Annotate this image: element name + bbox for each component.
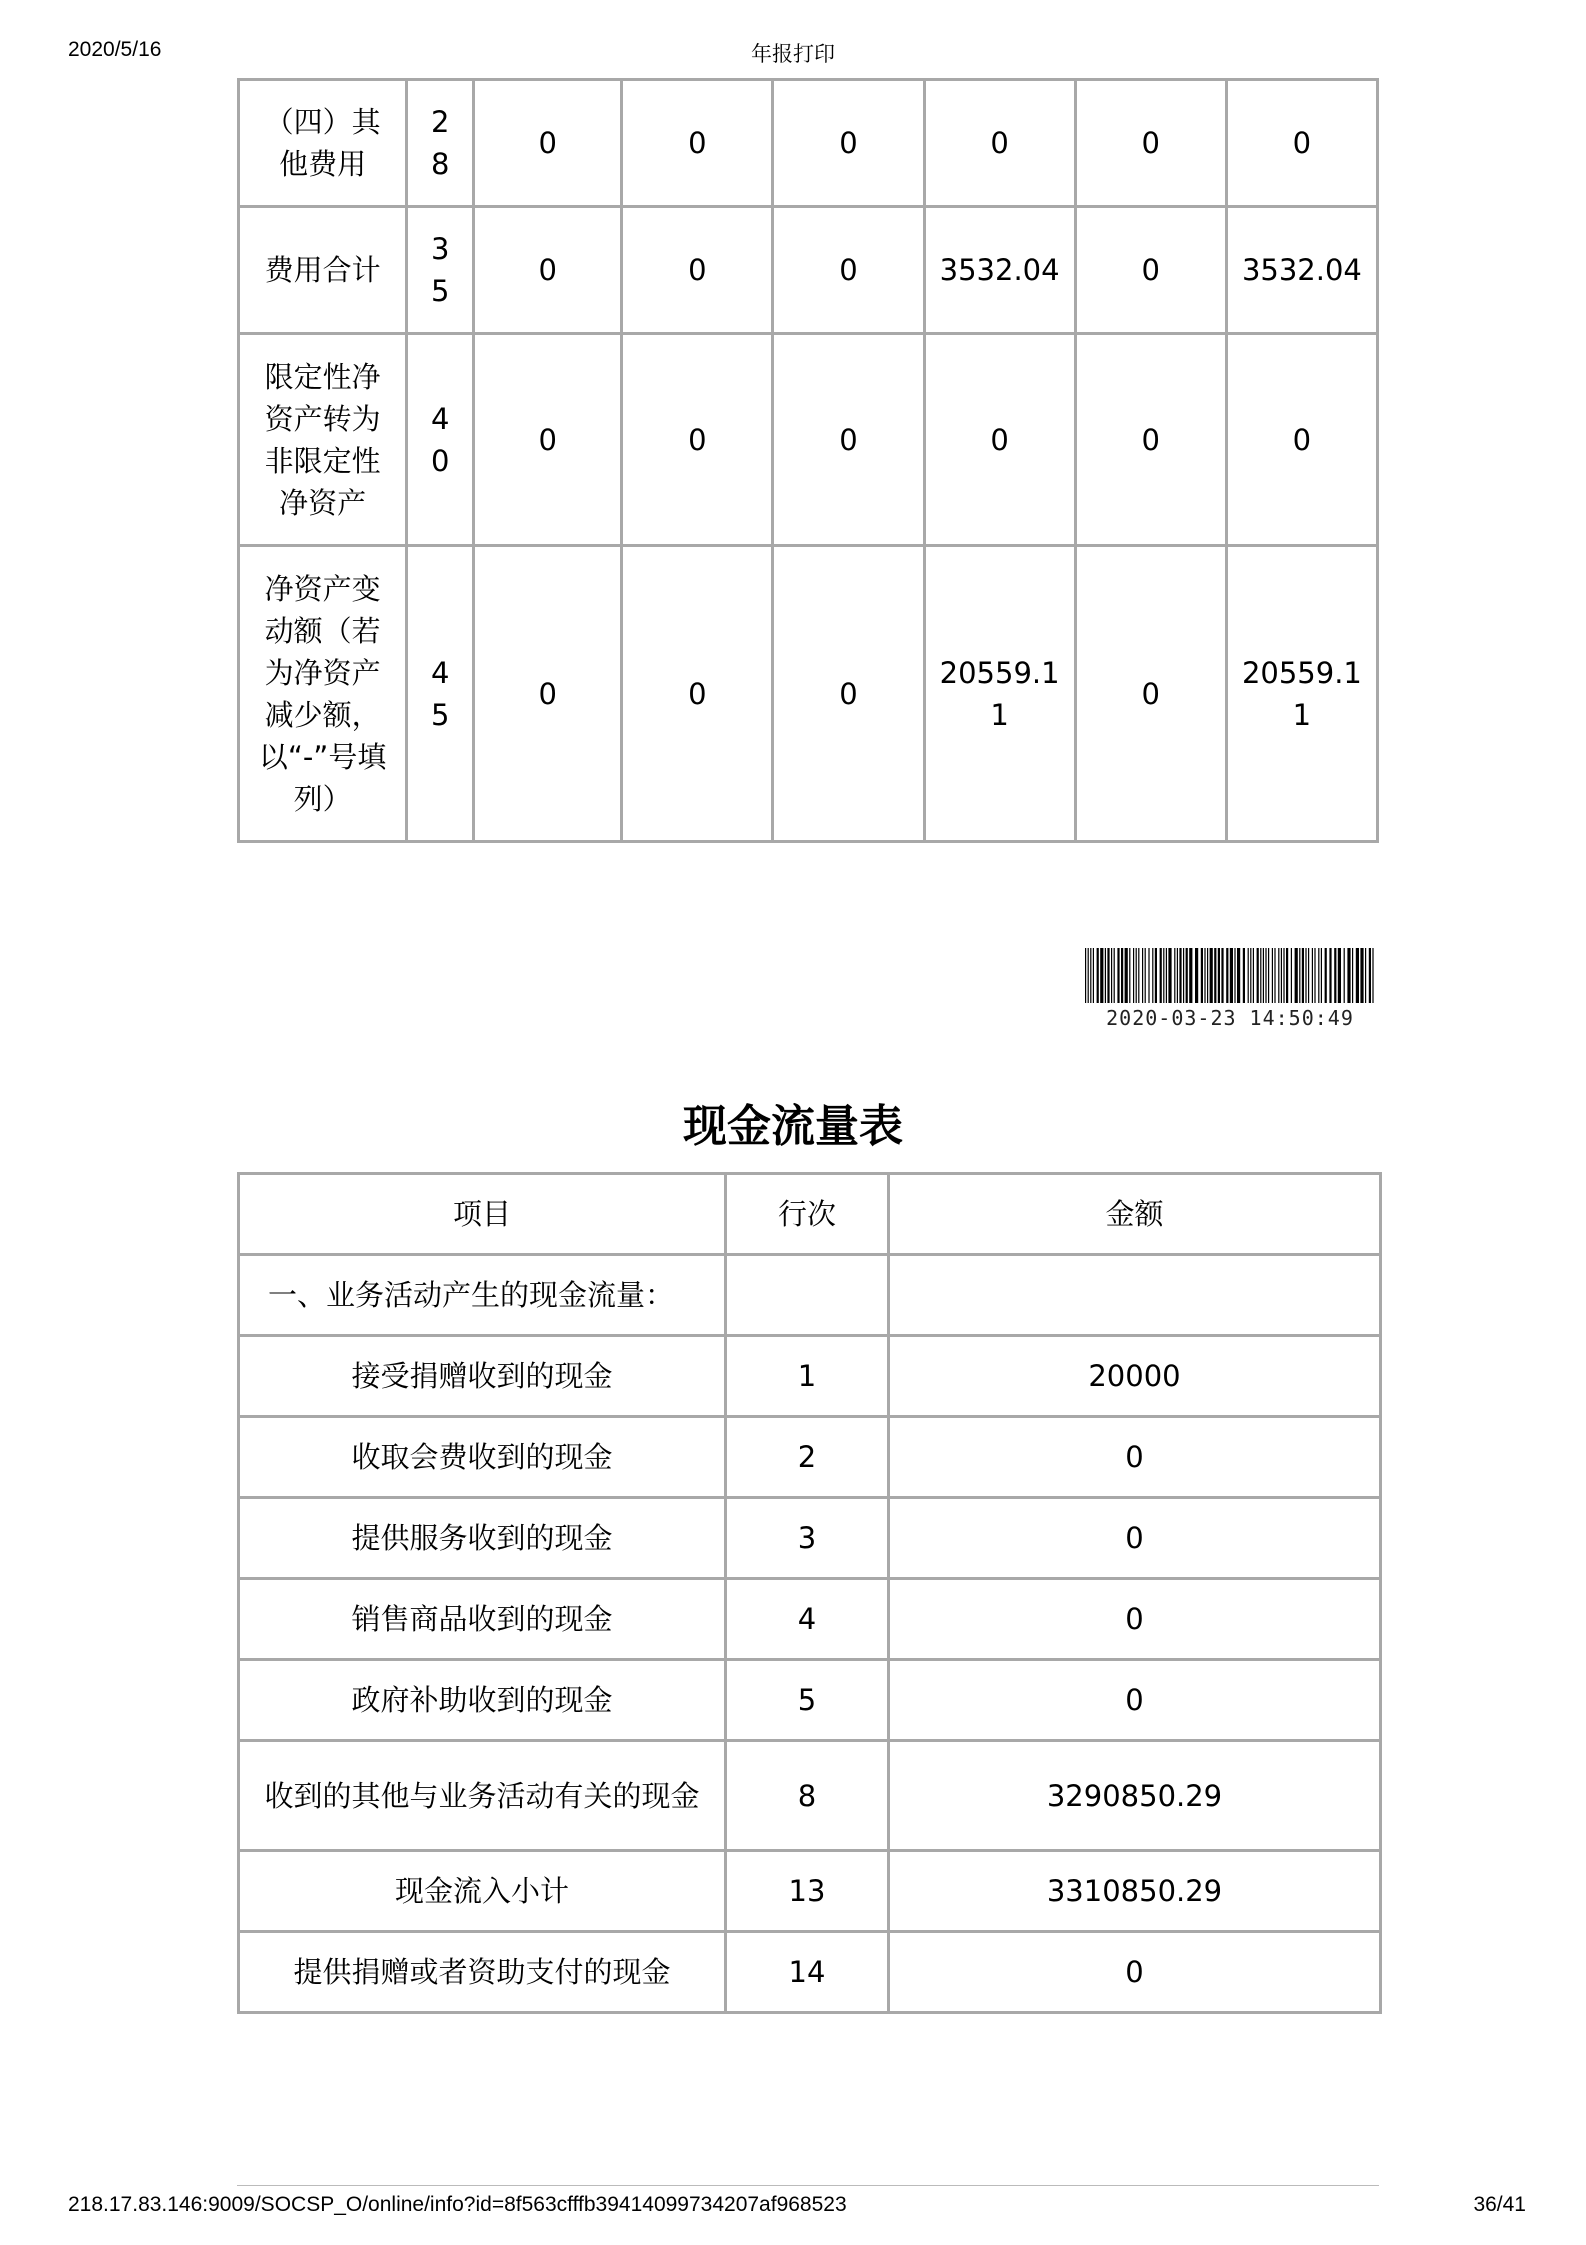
row-item: 政府补助收到的现金 bbox=[239, 1660, 726, 1741]
barcode-bar bbox=[1152, 948, 1153, 1003]
table-row bbox=[239, 1255, 1381, 1336]
barcode-bar bbox=[1210, 948, 1213, 1003]
print-title: 年报打印 bbox=[751, 42, 835, 66]
table-row bbox=[239, 1851, 1381, 1932]
barcode-bar bbox=[1179, 948, 1181, 1003]
cell-value: 20559.11 bbox=[924, 546, 1075, 842]
barcode-bar bbox=[1234, 948, 1235, 1003]
print-date: 2020/5/16 bbox=[68, 38, 162, 61]
barcode-bar bbox=[1257, 948, 1259, 1003]
row-item: 限定性净资产转为非限定性净资产 bbox=[239, 334, 407, 546]
cell-value: 3532.04 bbox=[924, 207, 1075, 334]
barcode-bar bbox=[1253, 948, 1254, 1003]
barcode-bar bbox=[1312, 948, 1313, 1003]
barcode-bar bbox=[1218, 948, 1220, 1003]
barcode-bar bbox=[1278, 948, 1279, 1003]
barcode-bar bbox=[1186, 948, 1188, 1003]
barcode-bar bbox=[1302, 948, 1304, 1003]
row-amount: 0 bbox=[889, 1932, 1381, 2013]
row-line: 40 bbox=[407, 334, 474, 546]
header-line: 行次 bbox=[726, 1174, 889, 1255]
barcode-bar bbox=[1308, 948, 1309, 1003]
row-item: 费用合计 bbox=[239, 207, 407, 334]
table-row bbox=[239, 1741, 1381, 1851]
page-url: 218.17.83.146:9009/SOCSP_O/online/info?id=8f563cfffb39414099734207af968523 bbox=[68, 2193, 847, 2216]
barcode-bar bbox=[1295, 948, 1298, 1003]
row-amount: 0 bbox=[889, 1660, 1381, 1741]
row-amount: 20000 bbox=[889, 1336, 1381, 1417]
barcode-bar bbox=[1263, 948, 1264, 1003]
barcode-bar bbox=[1107, 948, 1109, 1003]
cell-value: 0 bbox=[1075, 207, 1226, 334]
cell-value: 20559.11 bbox=[1226, 546, 1377, 842]
row-item: 收到的其他与业务活动有关的现金 bbox=[239, 1741, 726, 1851]
table-row bbox=[239, 1417, 1381, 1498]
barcode-bar bbox=[1344, 948, 1345, 1003]
barcode-bar bbox=[1085, 948, 1086, 1003]
barcode-bar bbox=[1207, 948, 1208, 1003]
cell-value: 0 bbox=[622, 80, 773, 207]
barcode-bar bbox=[1265, 948, 1266, 1003]
header-item: 项目 bbox=[239, 1174, 726, 1255]
barcode-bar bbox=[1195, 948, 1198, 1003]
row-item: （四）其他费用 bbox=[239, 80, 407, 207]
barcode-bar bbox=[1318, 948, 1319, 1003]
row-line: 4 bbox=[726, 1579, 889, 1660]
barcode-bar bbox=[1360, 948, 1363, 1003]
barcode-bar bbox=[1133, 948, 1134, 1003]
row-line: 1 bbox=[726, 1336, 889, 1417]
barcode-bar bbox=[1201, 948, 1203, 1003]
barcode-bar bbox=[1093, 948, 1094, 1003]
row-item: 收取会费收到的现金 bbox=[239, 1417, 726, 1498]
barcode-bar bbox=[1305, 948, 1306, 1003]
barcode-bar bbox=[1334, 948, 1336, 1003]
row-item: 接受捐赠收到的现金 bbox=[239, 1336, 726, 1417]
barcode-bar bbox=[1329, 948, 1331, 1003]
barcode-bar bbox=[1260, 948, 1261, 1003]
barcode-bar bbox=[1237, 948, 1240, 1003]
barcode-bar bbox=[1221, 948, 1223, 1003]
barcode-bar bbox=[1129, 948, 1130, 1003]
barcode-bar bbox=[1117, 948, 1119, 1003]
row-amount: 3310850.29 bbox=[889, 1851, 1381, 1932]
barcode-bar bbox=[1372, 948, 1373, 1003]
barcode-bar bbox=[1347, 948, 1350, 1003]
cell-value: 0 bbox=[622, 207, 773, 334]
barcode-bar bbox=[1291, 948, 1292, 1003]
row-amount: 0 bbox=[889, 1579, 1381, 1660]
cell-value: 0 bbox=[1075, 80, 1226, 207]
barcode-bar bbox=[1136, 948, 1137, 1003]
barcode-bar bbox=[1248, 948, 1249, 1003]
cell-value: 0 bbox=[1226, 334, 1377, 546]
barcode-bar bbox=[1138, 948, 1139, 1003]
page-title: 现金流量表 bbox=[683, 1101, 903, 1152]
barcode-bar bbox=[1274, 948, 1275, 1003]
barcode-bar bbox=[1214, 948, 1216, 1003]
barcode-bar bbox=[1155, 948, 1157, 1003]
barcode-bar bbox=[1226, 948, 1228, 1003]
cell-value: 0 bbox=[474, 546, 622, 842]
row-item: 净资产变动额（若为净资产减少额，以“-”号填列） bbox=[239, 546, 407, 842]
header-amount: 金额 bbox=[889, 1174, 1381, 1255]
row-line bbox=[726, 1255, 889, 1336]
barcode-bar bbox=[1283, 948, 1284, 1003]
cell-value: 0 bbox=[1075, 334, 1226, 546]
barcode-bar bbox=[1338, 948, 1341, 1003]
row-line: 13 bbox=[726, 1851, 889, 1932]
cell-value: 0 bbox=[924, 334, 1075, 546]
barcode-image bbox=[1085, 948, 1375, 1003]
cell-value: 0 bbox=[773, 546, 924, 842]
cell-value: 0 bbox=[773, 80, 924, 207]
barcode-bar bbox=[1088, 948, 1089, 1003]
row-item: 销售商品收到的现金 bbox=[239, 1579, 726, 1660]
row-line: 14 bbox=[726, 1932, 889, 2013]
table-row bbox=[239, 1336, 1381, 1417]
row-line: 45 bbox=[407, 546, 474, 842]
barcode-bar bbox=[1145, 948, 1146, 1003]
row-amount bbox=[889, 1255, 1381, 1336]
barcode-bar bbox=[1174, 948, 1175, 1003]
barcode-bar bbox=[1230, 948, 1233, 1003]
barcode-bar bbox=[1111, 948, 1112, 1003]
table-row bbox=[239, 80, 1378, 207]
barcode-bar bbox=[1356, 948, 1359, 1003]
row-line: 35 bbox=[407, 207, 474, 334]
barcode-bar bbox=[1166, 948, 1167, 1003]
table-row bbox=[239, 1660, 1381, 1741]
barcode-bar bbox=[1250, 948, 1251, 1003]
barcode-bar bbox=[1281, 948, 1282, 1003]
barcode-bar bbox=[1163, 948, 1164, 1003]
barcode-bar bbox=[1168, 948, 1171, 1003]
table-row bbox=[239, 1579, 1381, 1660]
barcode-bar bbox=[1369, 948, 1371, 1003]
barcode-bar bbox=[1243, 948, 1245, 1003]
row-item: 一、业务活动产生的现金流量： bbox=[239, 1255, 726, 1336]
barcode-bar bbox=[1183, 948, 1184, 1003]
barcode-bar bbox=[1365, 948, 1366, 1003]
cell-value: 0 bbox=[1226, 80, 1377, 207]
table-row bbox=[239, 1932, 1381, 2013]
cell-value: 0 bbox=[1075, 546, 1226, 842]
barcode-bar bbox=[1286, 948, 1288, 1003]
row-amount: 3290850.29 bbox=[889, 1741, 1381, 1851]
row-item: 提供服务收到的现金 bbox=[239, 1498, 726, 1579]
barcode-bar bbox=[1121, 948, 1123, 1003]
table-row bbox=[239, 207, 1378, 334]
page-number: 36/41 bbox=[1473, 2193, 1526, 2216]
barcode-bar bbox=[1114, 948, 1115, 1003]
barcode-timestamp: 2020-03-23 14:50:49 bbox=[1106, 1006, 1354, 1030]
barcode-bar bbox=[1325, 948, 1327, 1003]
barcode-bar bbox=[1299, 948, 1300, 1003]
barcode-bar bbox=[1268, 948, 1269, 1003]
cashflow-table bbox=[237, 1172, 1382, 2014]
barcode-bar bbox=[1177, 948, 1178, 1003]
row-item: 现金流入小计 bbox=[239, 1851, 726, 1932]
footer-divider bbox=[237, 2185, 1379, 2186]
cell-value: 0 bbox=[622, 334, 773, 546]
barcode-bar bbox=[1352, 948, 1353, 1003]
barcode-bar bbox=[1321, 948, 1322, 1003]
barcode-bar bbox=[1142, 948, 1143, 1003]
row-item: 提供捐赠或者资助支付的现金 bbox=[239, 1932, 726, 2013]
table-header-row bbox=[239, 1174, 1381, 1255]
cell-value: 0 bbox=[474, 207, 622, 334]
table-row bbox=[239, 546, 1378, 842]
barcode-bar bbox=[1272, 948, 1273, 1003]
barcode-bar bbox=[1125, 948, 1128, 1003]
row-line: 2 bbox=[726, 1417, 889, 1498]
row-line: 8 bbox=[726, 1741, 889, 1851]
barcode-bar bbox=[1204, 948, 1205, 1003]
cell-value: 0 bbox=[474, 334, 622, 546]
barcode-bar bbox=[1314, 948, 1315, 1003]
barcode-bar bbox=[1090, 948, 1091, 1003]
barcode-bar bbox=[1105, 948, 1106, 1003]
barcode-bar bbox=[1100, 948, 1103, 1003]
row-amount: 0 bbox=[889, 1498, 1381, 1579]
row-line: 3 bbox=[726, 1498, 889, 1579]
row-line: 5 bbox=[726, 1660, 889, 1741]
cell-value: 0 bbox=[924, 80, 1075, 207]
barcode-bar bbox=[1097, 948, 1099, 1003]
expense-table bbox=[237, 78, 1379, 843]
barcode-bar bbox=[1148, 948, 1149, 1003]
row-amount: 0 bbox=[889, 1417, 1381, 1498]
cell-value: 0 bbox=[773, 207, 924, 334]
row-line: 28 bbox=[407, 80, 474, 207]
cell-value: 0 bbox=[474, 80, 622, 207]
table-row bbox=[239, 1498, 1381, 1579]
barcode-bar bbox=[1189, 948, 1192, 1003]
cell-value: 0 bbox=[773, 334, 924, 546]
barcode-bar bbox=[1160, 948, 1162, 1003]
cell-value: 0 bbox=[622, 546, 773, 842]
table-row bbox=[239, 334, 1378, 546]
cell-value: 3532.04 bbox=[1226, 207, 1377, 334]
